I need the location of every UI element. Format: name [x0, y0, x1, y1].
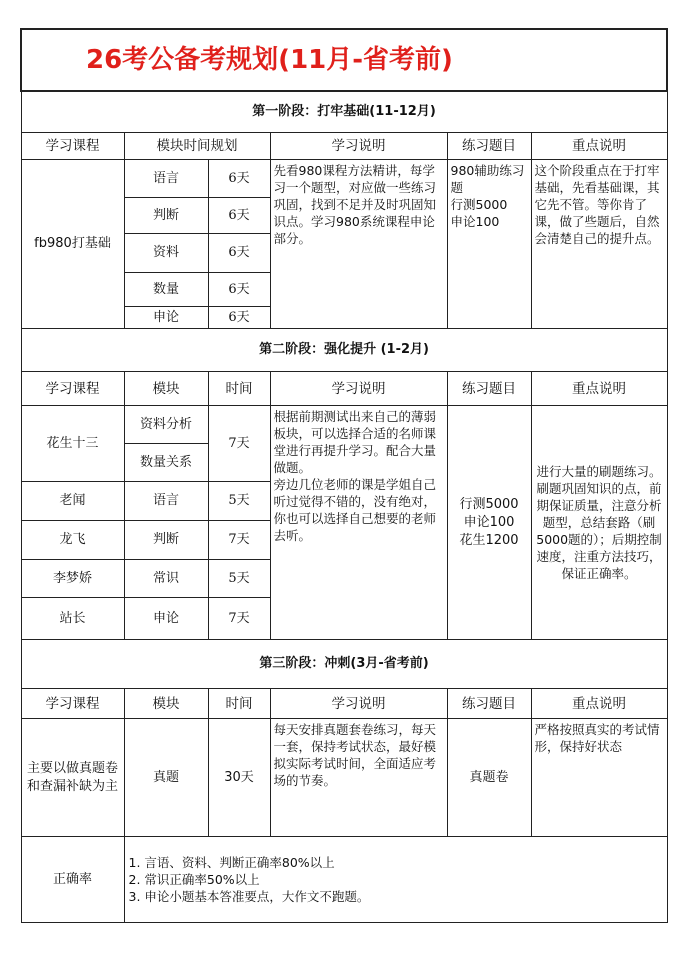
stage1-header-course: 学习课程 — [21, 133, 124, 160]
stage2-days: 5天 — [208, 482, 270, 521]
page-title: 26考公备考规划(11月-省考前) — [21, 29, 667, 91]
stage3-exercise: 真题卷 — [447, 719, 531, 837]
stage2-key: 进行大量的刷题练习。刷题巩固知识的点，前期保证质量，注意分析题型，总结套路（刷5000题的）；后期控制速度，注重方法技巧，保证正确率。 — [531, 406, 667, 640]
stage2-header-key: 重点说明 — [531, 372, 667, 406]
stage2-days: 7天 — [208, 406, 270, 482]
accuracy-item: 2. 常识正确率50%以上 — [128, 872, 260, 887]
stage3-module: 真题 — [124, 719, 208, 837]
stage3-header-time: 时间 — [208, 689, 270, 719]
stage1-desc: 先看980课程方法精讲，每学习一个题型，对应做一些练习巩固，找到不足并及时巩固知识点。学习980系统课程申论部分。 — [270, 160, 447, 329]
plan-sheet — [20, 28, 666, 923]
stage1-header-desc: 学习说明 — [270, 133, 447, 160]
stage2-days: 7天 — [208, 598, 270, 640]
stage1-exercise: 980辅助练习题 行测5000 申论100 — [447, 160, 531, 329]
stage1-module-name: 语言 — [124, 160, 208, 198]
stage3-header-course: 学习课程 — [21, 689, 124, 719]
stage3-header-module: 模块 — [124, 689, 208, 719]
stage2-course: 站长 — [21, 598, 124, 640]
stage1-module-days: 6天 — [208, 273, 270, 307]
stage1-module-name: 判断 — [124, 198, 208, 234]
stage1-module-name: 数量 — [124, 273, 208, 307]
stage2-module: 数量关系 — [124, 444, 208, 482]
stage2-heading: 第二阶段：强化提升 (1-2月) — [21, 329, 667, 372]
stage3-course: 主要以做真题卷和查漏补缺为主 — [21, 719, 124, 837]
stage2-module: 常识 — [124, 560, 208, 598]
stage3-header-key: 重点说明 — [531, 689, 667, 719]
stage2-header-module: 模块 — [124, 372, 208, 406]
stage3-desc: 每天安排真题套卷练习，每天一套，保持考试状态，最好模拟实际考试时间，全面适应考场的节奏。 — [270, 719, 447, 837]
stage2-days: 7天 — [208, 521, 270, 560]
stage1-header-exercise: 练习题目 — [447, 133, 531, 160]
accuracy-list — [124, 837, 667, 923]
stage2-course: 龙飞 — [21, 521, 124, 560]
stage2-desc: 根据前期测试出来自己的薄弱板块，可以选择合适的名师课堂进行再提升学习。配合大量做题。 旁边几位老师的课是学姐自己听过觉得不错的，没有绝对，你也可以选择自己想要的老师去听。 — [270, 406, 447, 640]
stage2-module: 判断 — [124, 521, 208, 560]
stage1-module-days: 6天 — [208, 234, 270, 273]
stage1-header-module: 模块时间规划 — [124, 133, 270, 160]
stage3-days: 30天 — [208, 719, 270, 837]
stage1-heading: 第一阶段：打牢基础(11-12月) — [21, 91, 667, 133]
stage2-module: 语言 — [124, 482, 208, 521]
stage2-days: 5天 — [208, 560, 270, 598]
stage3-header-desc: 学习说明 — [270, 689, 447, 719]
stage2-header-desc: 学习说明 — [270, 372, 447, 406]
stage2-header-exercise: 练习题目 — [447, 372, 531, 406]
stage1-module-days: 6天 — [208, 307, 270, 329]
stage1-module-days: 6天 — [208, 198, 270, 234]
stage2-header-course: 学习课程 — [21, 372, 124, 406]
stage1-key: 这个阶段重点在于打牢基础，先看基础课，其它先不管。等你肯了课，做了些题后，自然会清楚自己的提升点。 — [531, 160, 667, 329]
stage3-heading: 第三阶段：冲刺(3月-省考前) — [21, 640, 667, 689]
stage2-header-time: 时间 — [208, 372, 270, 406]
stage2-exercise: 行测5000 申论100 花生1200 — [447, 406, 531, 640]
accuracy-label: 正确率 — [21, 837, 124, 923]
stage1-module-days: 6天 — [208, 160, 270, 198]
stage1-module-name: 申论 — [124, 307, 208, 329]
stage2-module: 资料分析 — [124, 406, 208, 444]
stage1-course: fb980打基础 — [21, 160, 124, 329]
stage1-module-name: 资料 — [124, 234, 208, 273]
stage2-course: 花生十三 — [21, 406, 124, 482]
plan-table — [20, 28, 668, 923]
accuracy-item: 3. 申论小题基本答准要点，大作文不跑题。 — [128, 889, 370, 904]
accuracy-item: 1. 言语、资料、判断正确率80%以上 — [128, 855, 335, 870]
stage3-header-exercise: 练习题目 — [447, 689, 531, 719]
stage2-course: 老闻 — [21, 482, 124, 521]
stage1-header-key: 重点说明 — [531, 133, 667, 160]
stage2-course: 李梦娇 — [21, 560, 124, 598]
stage2-module: 申论 — [124, 598, 208, 640]
stage3-key: 严格按照真实的考试情形，保持好状态 — [531, 719, 667, 837]
